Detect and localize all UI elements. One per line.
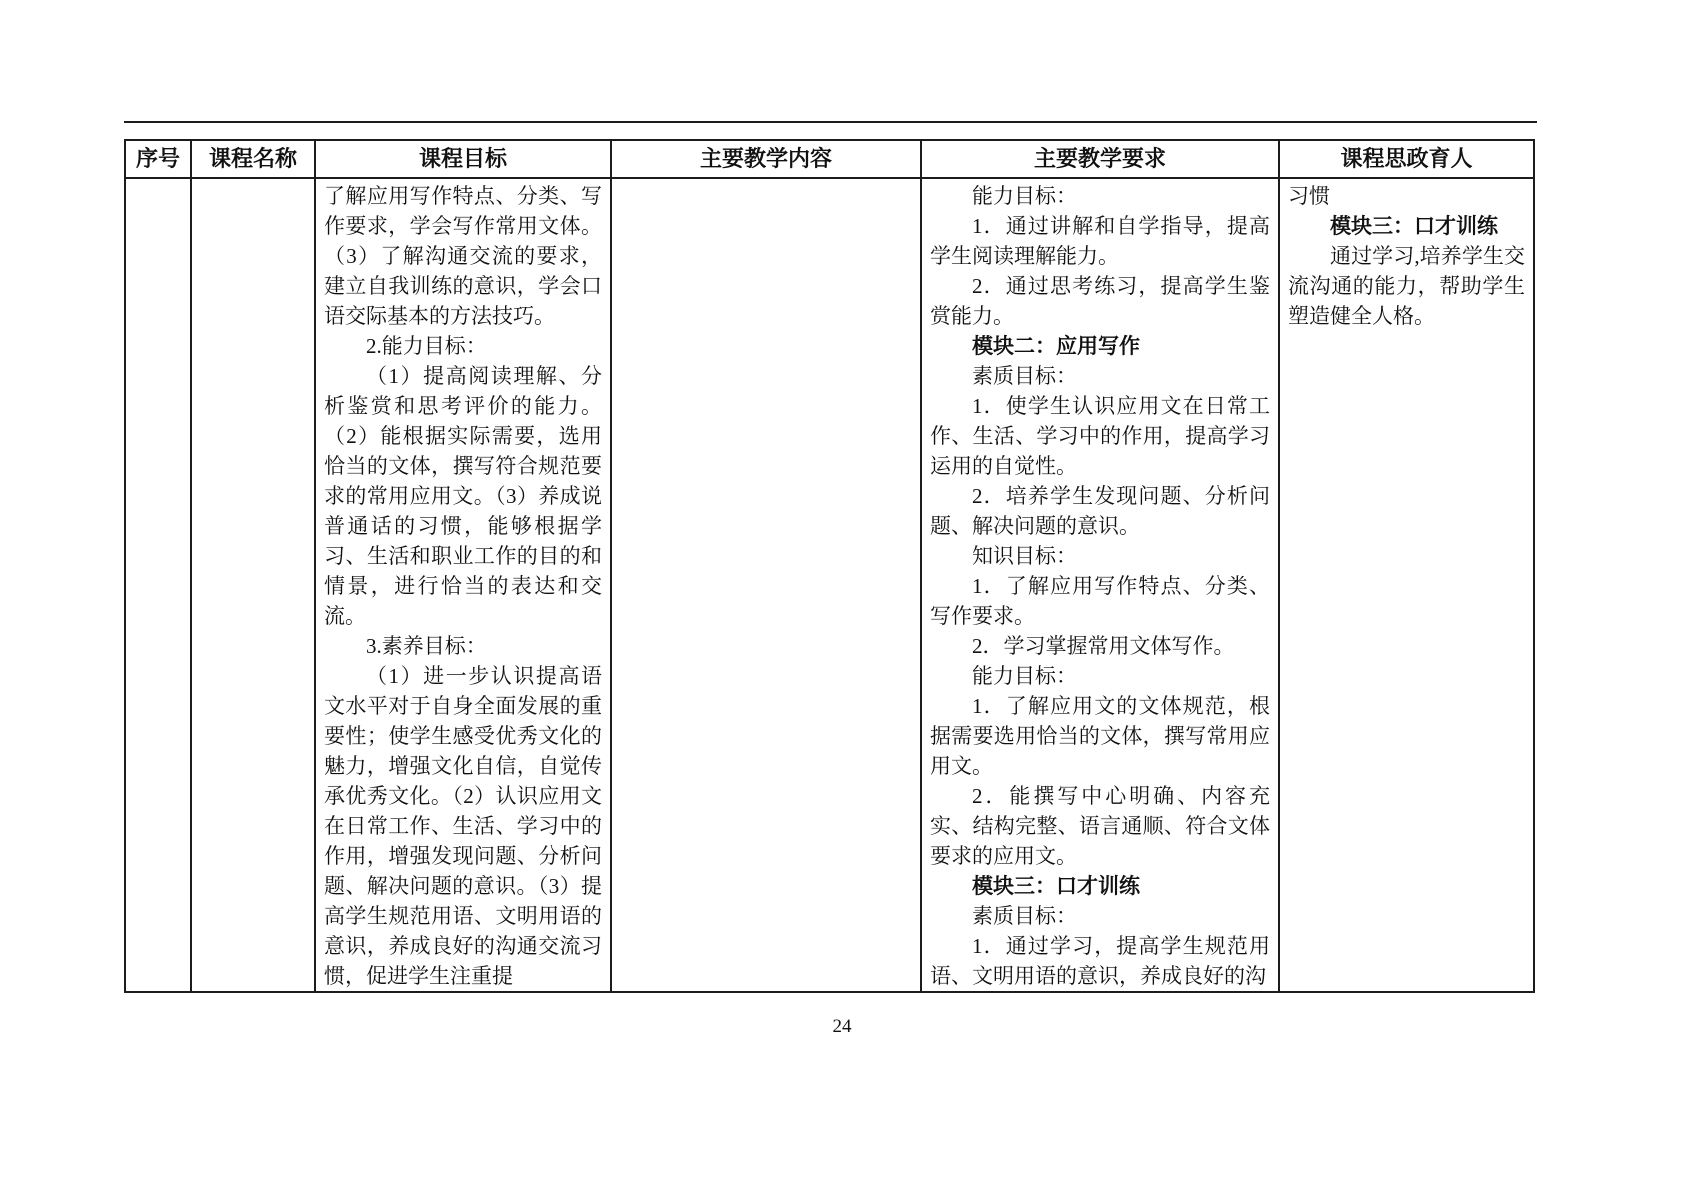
- paragraph: 1．了解应用写作特点、分类、写作要求。: [930, 574, 1270, 628]
- paragraph: 1．通过讲解和自学指导，提高学生阅读理解能力。: [930, 214, 1270, 268]
- paragraph: 知识目标：: [972, 544, 1077, 568]
- paragraph: 2．学习掌握常用文体写作。: [972, 634, 1235, 658]
- paragraph: 2．通过思考练习，提高学生鉴赏能力。: [930, 274, 1270, 328]
- paragraph: （1）进一步认识提高语文水平对于自身全面发展的重要性；使学生感受优秀文化的魅力，增强文化自信，自觉传承优秀文化。（2）认识应用文在日常工作、生活、学习中的作用，增强发现问题、分析问题、解决问题的意识。（3）提高学生规范用语、文明用语的意识，养成良好的沟通交流习惯，促进学生注重提: [324, 664, 602, 988]
- course-table: [124, 139, 1535, 993]
- paragraph: 能力目标：: [972, 664, 1077, 688]
- paragraph: 模块三：口才训练: [1330, 214, 1498, 238]
- course-table-header-row: [126, 141, 1535, 179]
- cell-xuhao: [126, 179, 192, 993]
- paragraph: 1．通过学习，提高学生规范用语、文明用语的意识，养成良好的沟: [930, 934, 1270, 988]
- paragraph: 2．培养学生发现问题、分析问题、解决问题的意识。: [930, 484, 1270, 538]
- paragraph: 能力目标：: [972, 184, 1077, 208]
- col-header-jiaoxue-yaoqiu: 主要教学要求: [922, 141, 1280, 179]
- paragraph: 通过学习,培养学生交流沟通的能力，帮助学生塑造健全人格。: [1288, 244, 1525, 328]
- paragraph: 素质目标：: [972, 364, 1077, 388]
- cell-jiaoxue-yaoqiu: [922, 179, 1280, 993]
- paragraph: 模块二：应用写作: [972, 334, 1140, 358]
- col-header-kecheng-mubiao: 课程目标: [316, 141, 612, 179]
- paragraph: 了解应用写作特点、分类、写作要求，学会写作常用文体。（3）了解沟通交流的要求，建立自我训练的意识，学会口语交际基本的方法技巧。: [324, 184, 602, 328]
- col-header-sizheng-yuren: 课程思政育人: [1280, 141, 1535, 179]
- cell-jiaoxue-neirong: [612, 179, 922, 993]
- cell-sizheng-yuren: [1280, 179, 1535, 993]
- cell-kecheng-mubiao: [316, 179, 612, 993]
- paragraph: 1．了解应用文的文体规范，根据需要选用恰当的文体，撰写常用应用文。: [930, 694, 1270, 778]
- paragraph: 2．能撰写中心明确、内容充实、结构完整、语言通顺、符合文体要求的应用文。: [930, 784, 1270, 868]
- page-header-rule: [124, 121, 1537, 123]
- col-header-jiaoxue-neirong: 主要教学内容: [612, 141, 922, 179]
- page-number: 24: [832, 1016, 852, 1037]
- paragraph: 素质目标：: [972, 904, 1077, 928]
- cell-kecheng-mingcheng: [192, 179, 316, 993]
- paragraph: 模块三：口才训练: [972, 874, 1140, 898]
- col-header-xuhao: 序号: [126, 141, 192, 179]
- paragraph: 1．使学生认识应用文在日常工作、生活、学习中的作用，提高学习运用的自觉性。: [930, 394, 1270, 478]
- paragraph: 3.素养目标：: [366, 634, 487, 658]
- paragraph: 2.能力目标：: [366, 334, 487, 358]
- col-header-kecheng-mingcheng: 课程名称: [192, 141, 316, 179]
- paragraph: （1）提高阅读理解、分析鉴赏和思考评价的能力。（2）能根据实际需要，选用恰当的文体，撰写符合规范要求的常用应用文。（3）养成说普通话的习惯，能够根据学习、生活和职业工作的目的和情景，进行恰当的表达和交流。: [324, 364, 602, 628]
- paragraph: 习惯: [1288, 184, 1330, 208]
- table-row: [126, 179, 1535, 993]
